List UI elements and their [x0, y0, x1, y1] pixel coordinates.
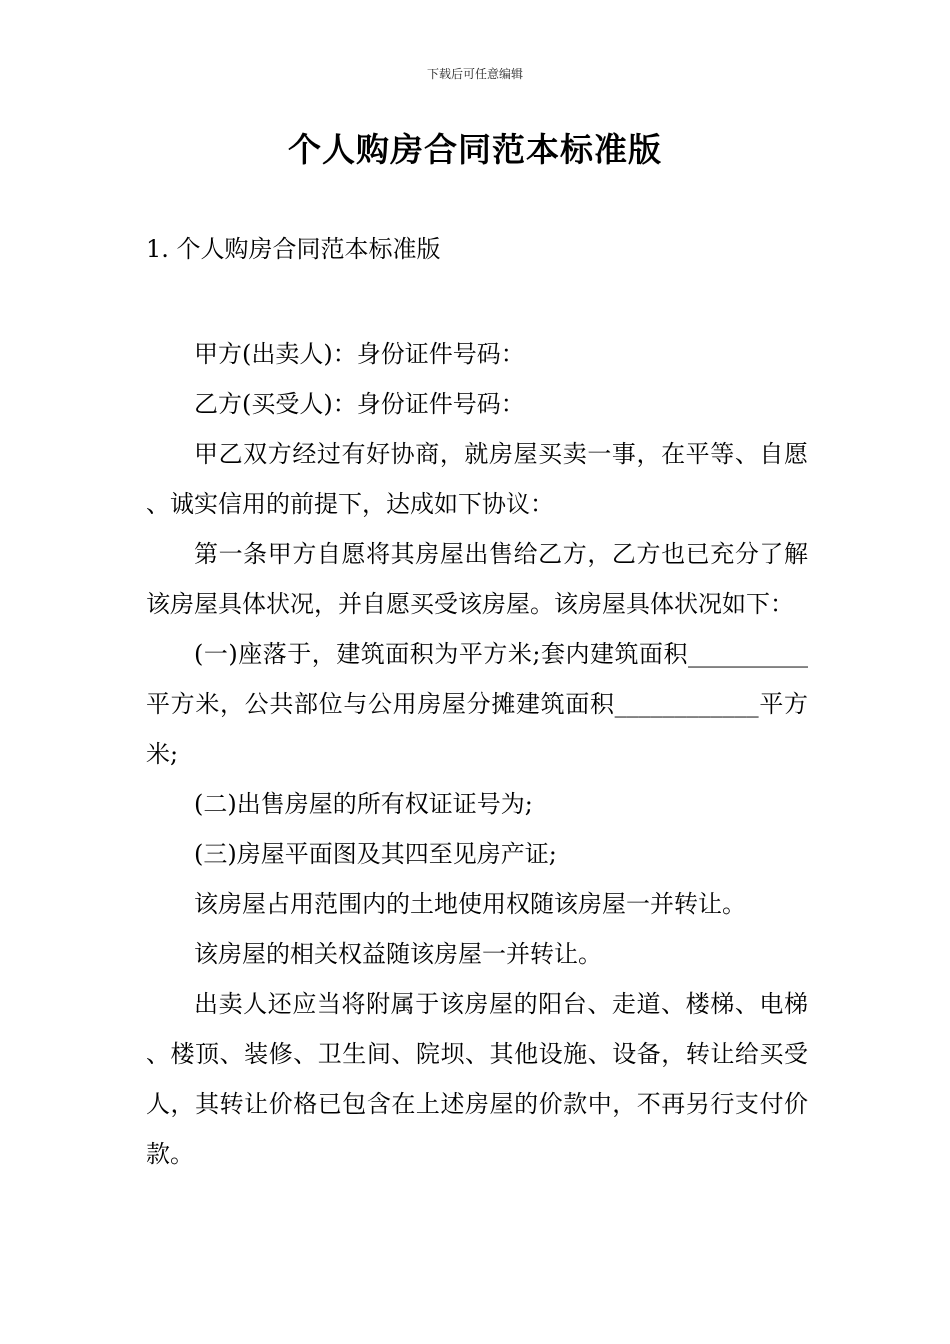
paragraph-facilities: 出卖人还应当将附属于该房屋的阳台、走道、楼梯、电梯、楼顶、装修、卫生间、院坝、其他设施、设备，转让给买受人，其转让价格已包含在上述房屋的价款中，不再另行支付价款。	[146, 990, 808, 1168]
paragraph-preamble: 甲乙双方经过有好协商，就房屋买卖一事，在平等、自愿、诚实信用的前提下，达成如下协议：	[146, 440, 808, 518]
paragraph-seller: 甲方(出卖人)：身份证件号码：	[194, 340, 525, 368]
paragraph-land-use: 该房屋占用范围内的土地使用权随该房屋一并转让。	[194, 890, 746, 918]
section-heading: 1. 个人购房合同范本标准版	[146, 235, 441, 263]
paragraph-buyer: 乙方(买受人)：身份证件号码：	[194, 390, 525, 418]
paragraph-article-1: 第一条甲方自愿将其房屋出售给乙方，乙方也已充分了解该房屋具体状况，并自愿买受该房屋。该房屋具体状况如下：	[146, 540, 808, 618]
paragraph-rights: 该房屋的相关权益随该房屋一并转让。	[194, 940, 602, 968]
paragraph-item-1: (一)座落于，建筑面积为平方米;套内建筑面积__________平方米，公共部位与公用房屋分摊建筑面积____________平方米;	[146, 640, 808, 768]
paragraph-item-3: (三)房屋平面图及其四至见房产证;	[194, 840, 557, 868]
document-body	[146, 329, 808, 1179]
document-title: 个人购房合同范本标准版	[288, 130, 662, 169]
header-note: 下载后可任意编辑	[426, 67, 523, 81]
paragraph-item-2: (二)出售房屋的所有权证证号为;	[194, 790, 533, 818]
